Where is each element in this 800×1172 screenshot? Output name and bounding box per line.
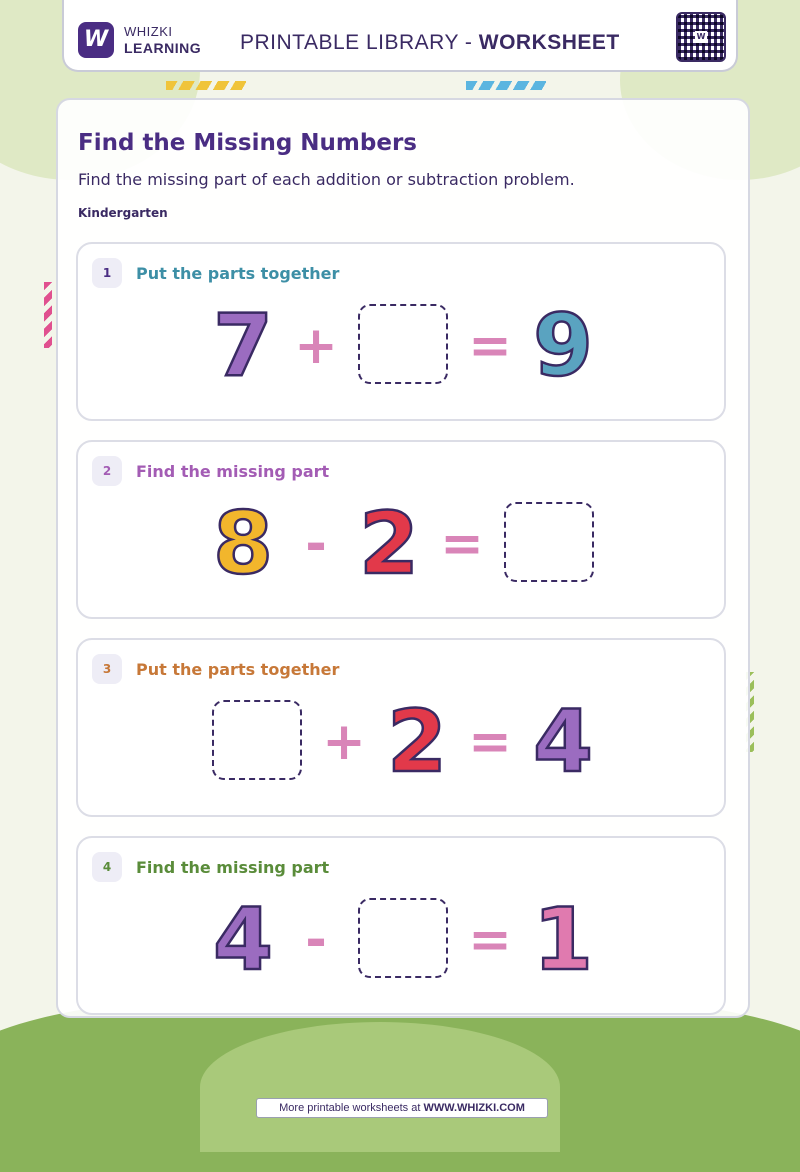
background-hill	[200, 1022, 560, 1152]
problem-number-badge: 1	[92, 258, 122, 288]
problem-card	[76, 836, 726, 1015]
answer-blank-box[interactable]	[358, 304, 448, 384]
decorative-bar	[466, 81, 546, 90]
decorative-bar	[166, 81, 246, 90]
equation-operator: -	[305, 514, 327, 574]
problem-title: Put the parts together	[136, 264, 340, 283]
problem-card	[76, 638, 726, 817]
equation-operator: =	[468, 910, 512, 970]
equation-number: 1	[533, 890, 593, 990]
equation-number: 4	[533, 692, 593, 792]
whizki-logo-icon: W	[78, 22, 114, 58]
footer-link[interactable]	[256, 1098, 548, 1118]
footer-prefix: More printable worksheets at	[279, 1102, 424, 1114]
worksheet-title: Find the Missing Numbers	[78, 130, 417, 156]
problem-number-badge: 3	[92, 654, 122, 684]
problem-number-badge: 2	[92, 456, 122, 486]
qr-code-icon[interactable]	[676, 12, 726, 62]
worksheet-sheet	[56, 98, 750, 1018]
equation-operator: +	[294, 316, 338, 376]
header-title-prefix: PRINTABLE LIBRARY -	[240, 31, 479, 54]
header-title	[240, 31, 620, 55]
equation-number: 2	[359, 494, 419, 594]
qr-logo-mark: W	[696, 32, 706, 41]
equation-operator: =	[468, 316, 512, 376]
equation-number: 4	[213, 890, 273, 990]
page-header	[62, 0, 738, 72]
equation-operator: +	[322, 712, 366, 772]
equation	[212, 296, 594, 396]
header-title-bold: WORKSHEET	[478, 31, 620, 54]
equation	[212, 692, 594, 792]
grade-level: Kindergarten	[78, 206, 168, 220]
equation-number: 8	[213, 494, 273, 594]
footer-site: WWW.WHIZKI.COM	[423, 1102, 525, 1114]
problem-title: Find the missing part	[136, 462, 330, 481]
equation-number: 7	[213, 296, 273, 396]
equation-operator: =	[440, 514, 484, 574]
problem-card	[76, 242, 726, 421]
equation-operator: =	[468, 712, 512, 772]
answer-blank-box[interactable]	[358, 898, 448, 978]
problem-title: Put the parts together	[136, 660, 340, 679]
brand-name	[124, 24, 201, 56]
equation-number: 9	[533, 296, 593, 396]
answer-blank-box[interactable]	[212, 700, 302, 780]
problem-card	[76, 440, 726, 619]
equation	[212, 890, 594, 990]
worksheet-instructions: Find the missing part of each addition or subtraction problem.	[78, 170, 575, 189]
brand-name-line1: WHIZKI	[124, 24, 173, 39]
equation-number: 2	[387, 692, 447, 792]
problem-number-badge: 4	[92, 852, 122, 882]
answer-blank-box[interactable]	[504, 502, 594, 582]
problem-title: Find the missing part	[136, 858, 330, 877]
equation-operator: -	[305, 910, 327, 970]
equation	[212, 494, 594, 594]
decorative-stripe	[44, 282, 52, 348]
brand-name-line2: LEARNING	[124, 40, 202, 56]
